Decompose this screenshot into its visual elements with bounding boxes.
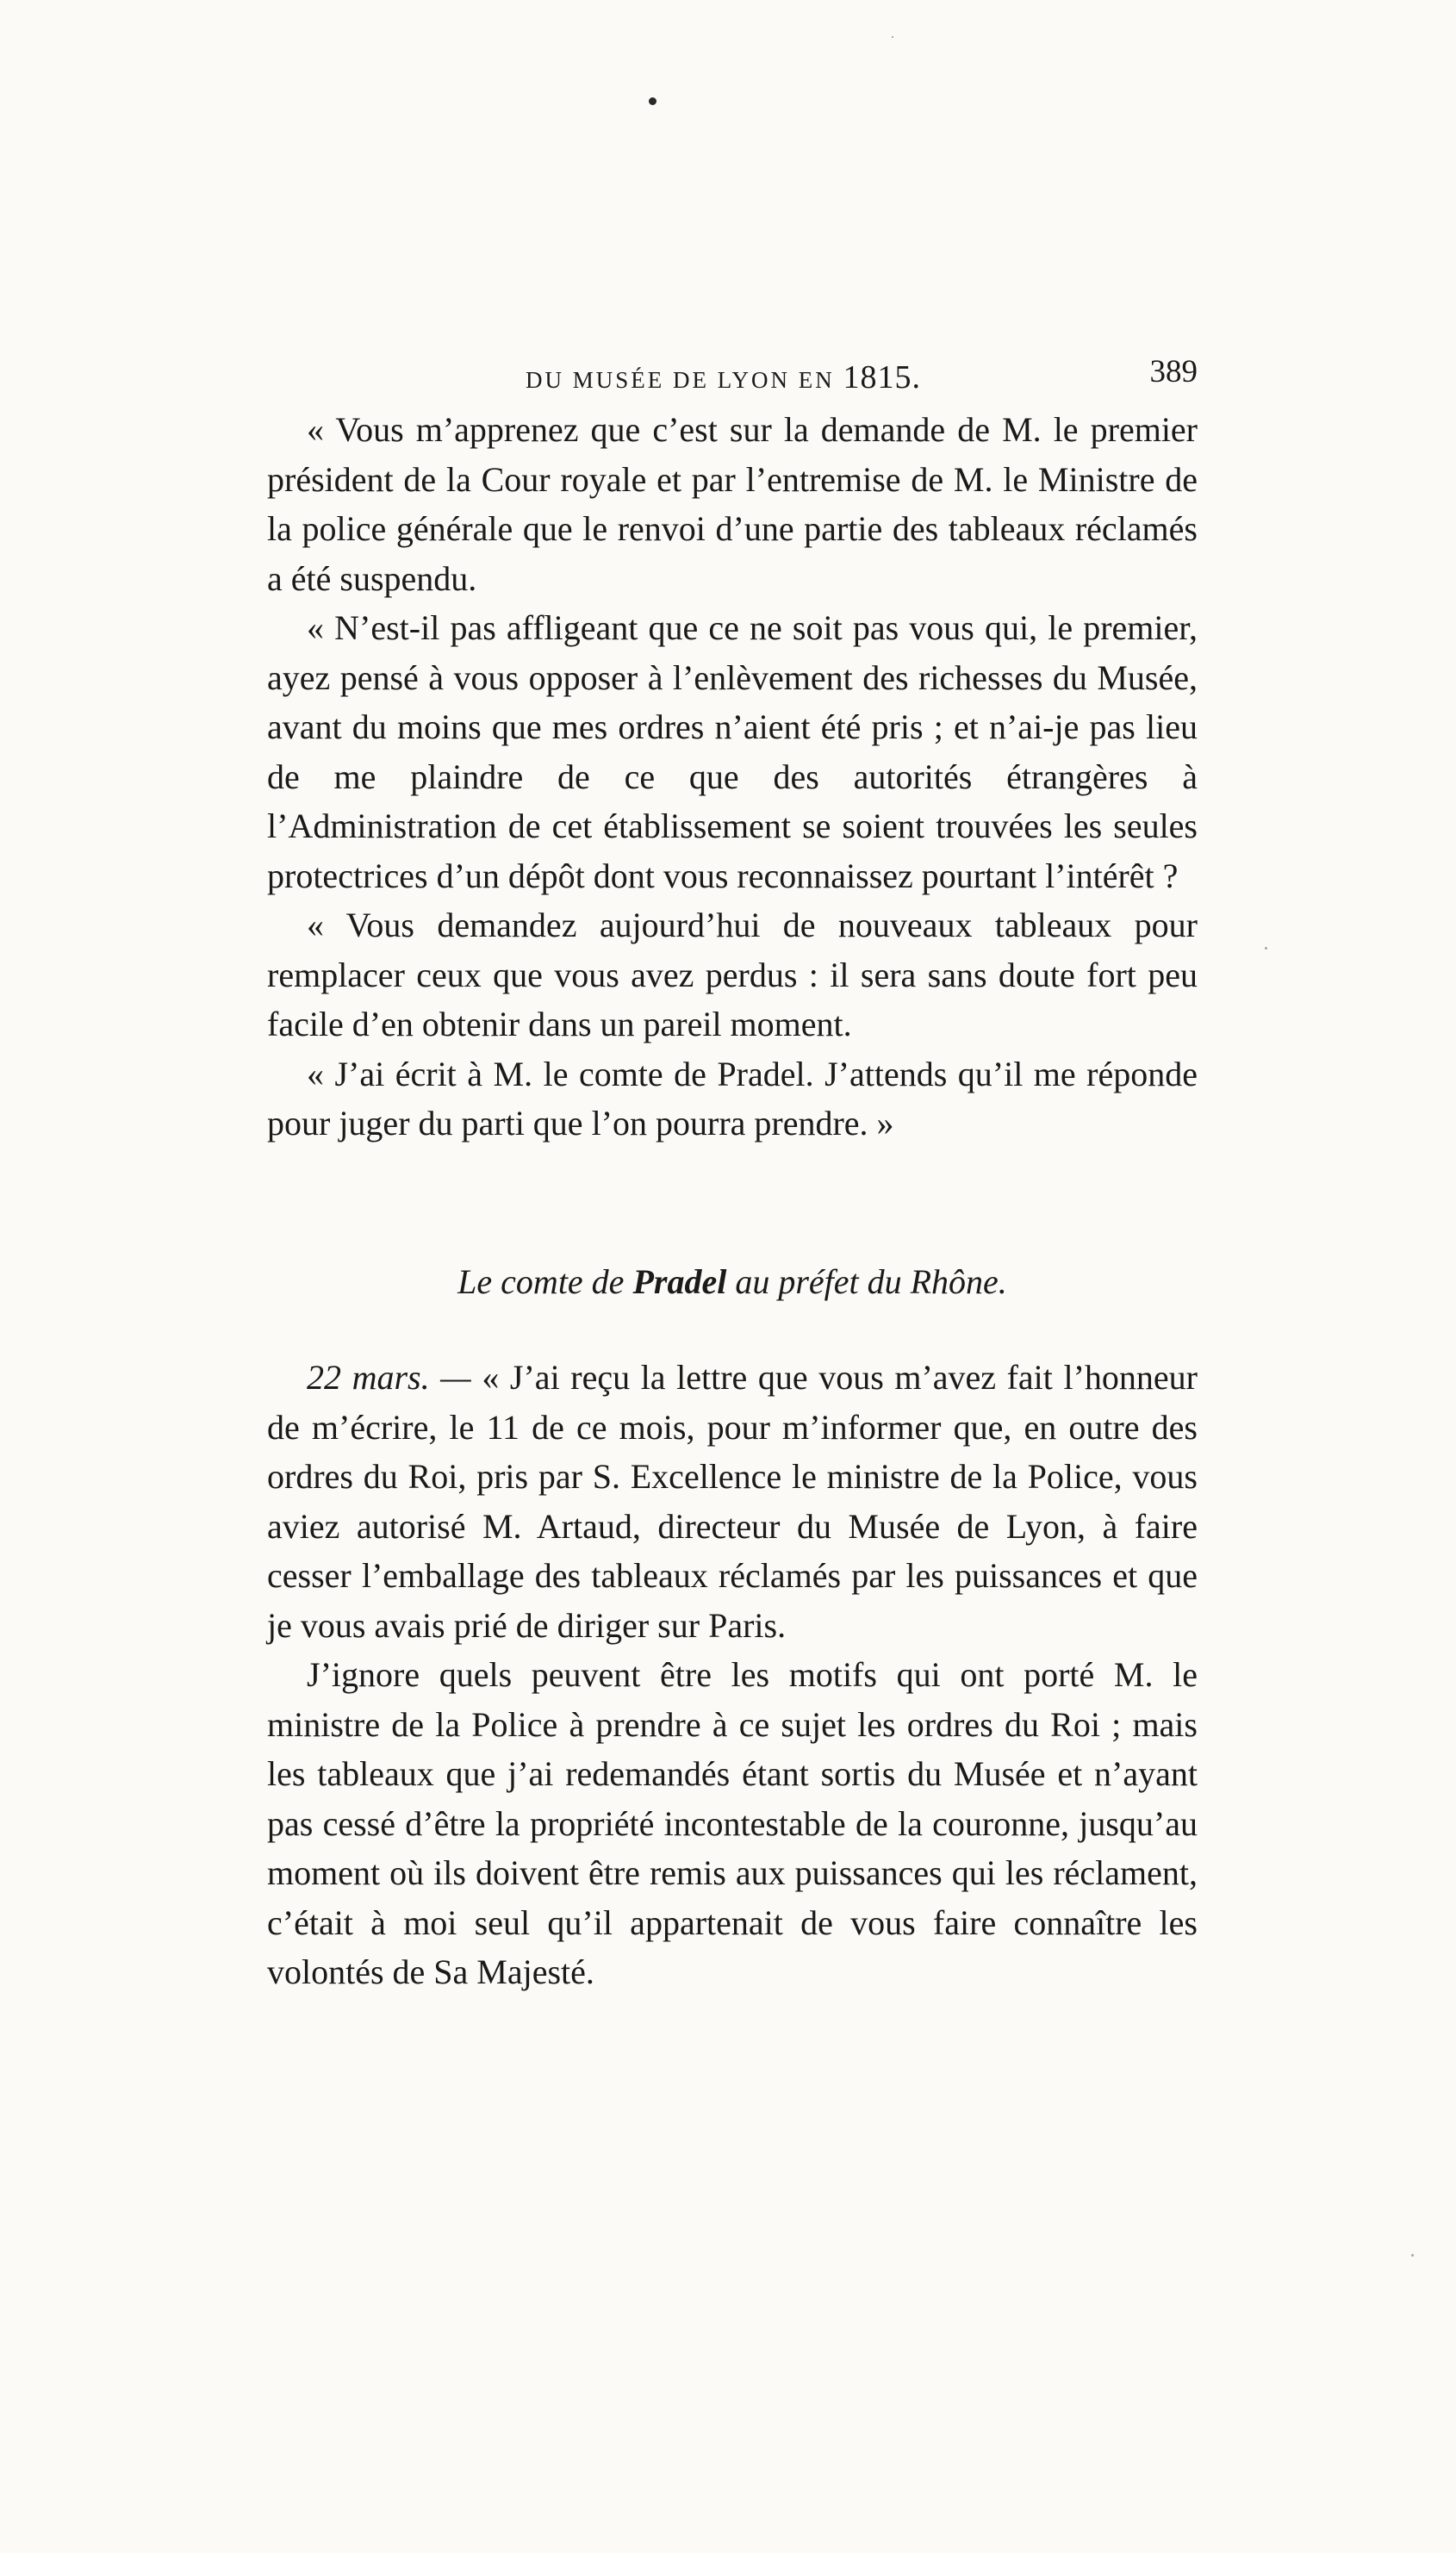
ink-speck	[1265, 947, 1267, 950]
ink-speck	[1411, 2254, 1414, 2257]
letter-heading-name: Pradel	[632, 1262, 727, 1301]
running-head-title-text: DU MUSÉE DE LYON EN	[526, 367, 835, 393]
paragraph-text: « J’ai reçu la lettre que vous m’avez fait l’honneur de m’écrire, le 11 de ce mois, pour m’informer que, en outre des ordres du Roi, pris par S. Excellence le ministre de la Police, vous aviez autorisé M. Artaud, directeur du Musée de Lyon, à faire cesser l’emballage des tableaux réclamés par les puissances et que je vous avais prié de diriger sur Paris.	[267, 1358, 1198, 1645]
running-head	[267, 352, 1198, 395]
running-head-year: 1815.	[843, 359, 922, 395]
paragraph	[267, 1353, 1198, 1650]
letter-heading-suffix: au préfet du Rhône.	[726, 1262, 1007, 1301]
paragraph: J’ignore quels peuvent être les motifs qui ont porté M. le ministre de la Police à prendre à ce sujet les ordres du Roi ; mais les tableaux que j’ai redemandés étant sortis du Musée et n’ayant pas cessé d’être la propriété incontestable de la couronne, jusqu’au moment où ils doivent être remis aux puissances qui les réclament, c’était à moi seul qu’il appartenait de vous faire connaître les volontés de Sa Majesté.	[267, 1655, 1198, 1991]
paragraph: « Vous m’apprenez que c’est sur la demande de M. le premier président de la Cour royale et par l’entremise de M. le Ministre de la police générale que le renvoi d’une partie des tableaux réclamés a été suspendu.	[267, 410, 1198, 598]
ink-speck	[892, 36, 893, 38]
body-text-part-2	[267, 1353, 1198, 1997]
running-head-title	[526, 358, 921, 396]
page-number: 389	[1149, 354, 1198, 389]
letter-date: 22 mars. —	[307, 1358, 471, 1397]
paragraph: « J’ai écrit à M. le comte de Pradel. J’attends qu’il me réponde pour juger du parti que l’on pourra prendre. »	[267, 1054, 1198, 1143]
body-text-part-1	[267, 405, 1198, 1149]
letter-heading	[267, 1256, 1198, 1308]
paragraph: « N’est-il pas affligeant que ce ne soit pas vous qui, le premier, ayez pensé à vous opposer à l’enlèvement des richesses du Musée, avant du moins que mes ordres n’aient été pris ; et n’ai-je pas lieu de me plaindre de ce que des autorités étrangères à l’Administration de cet établissement se soient trouvées les seules protectrices d’un dépôt dont vous reconnaissez pourtant l’intérêt ?	[267, 608, 1198, 895]
letter-heading-prefix: Le comte de	[457, 1262, 633, 1301]
paragraph: « Vous demandez aujourd’hui de nouveaux tableaux pour remplacer ceux que vous avez perdus : il sera sans doute fort peu facile d’en obtenir dans un pareil moment.	[267, 906, 1198, 1043]
ink-speck	[649, 97, 656, 105]
